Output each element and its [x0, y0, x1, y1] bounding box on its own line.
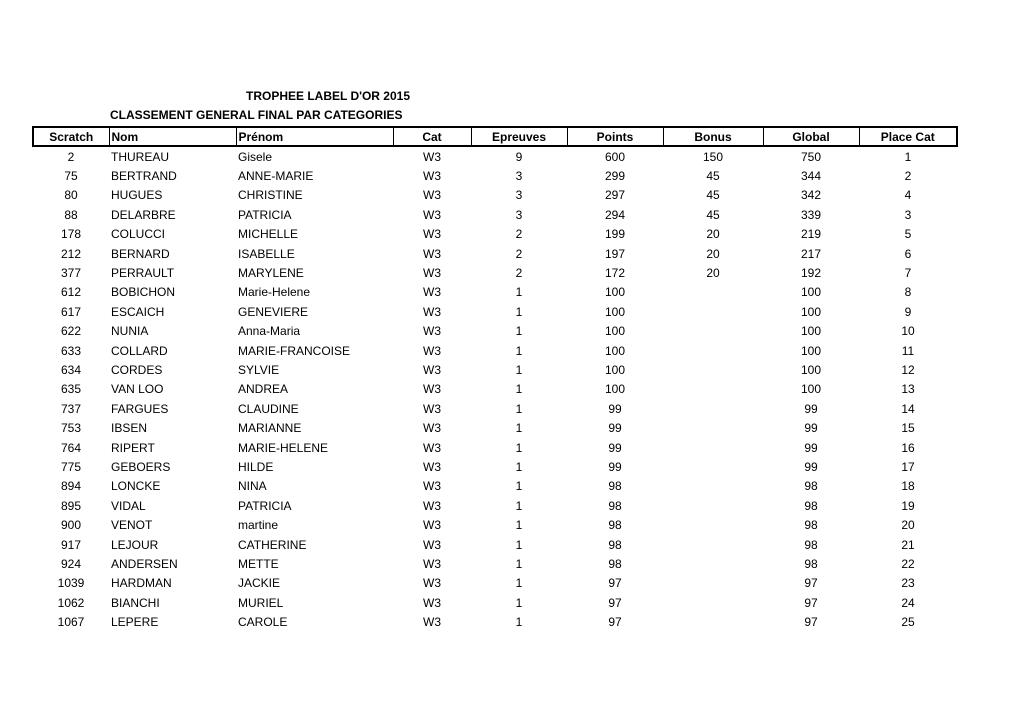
cell-global: 100	[800, 382, 822, 397]
cell-bonus	[663, 341, 763, 360]
cell-scratch: 737	[60, 401, 82, 416]
cell-nom: COLUCCI	[111, 227, 166, 242]
cell-prenom: MARIE-FRANCOISE	[238, 343, 351, 358]
cell-global: 100	[800, 324, 822, 339]
cell-place-cat: 11	[901, 343, 915, 358]
cell-bonus	[663, 574, 763, 593]
cell-global: 98	[804, 498, 818, 513]
cell-prenom: MARIANNE	[238, 421, 302, 436]
cell-nom: GEBOERS	[111, 459, 171, 474]
table-row	[33, 457, 957, 476]
cell-place-cat: 18	[901, 479, 915, 494]
cell-prenom: ANDREA	[238, 382, 289, 397]
cell-cat: W3	[423, 421, 441, 436]
cell-global: 99	[804, 401, 818, 416]
table-row	[33, 341, 957, 360]
cell-scratch: 900	[60, 518, 82, 533]
cell-scratch: 612	[60, 285, 82, 300]
cell-global: 98	[804, 479, 818, 494]
cell-cat: W3	[423, 537, 441, 552]
cell-points: 98	[608, 498, 622, 513]
cell-points: 197	[604, 246, 626, 261]
cell-points: 172	[604, 266, 626, 281]
table-row	[33, 574, 957, 593]
cell-global: 219	[800, 227, 822, 242]
cell-points: 98	[608, 537, 622, 552]
cell-points: 100	[604, 343, 626, 358]
cell-global: 98	[804, 537, 818, 552]
cell-epreuves: 3	[515, 188, 523, 203]
table-row	[33, 283, 957, 302]
cell-scratch: 1062	[57, 595, 85, 610]
cell-cat: W3	[423, 479, 441, 494]
cell-nom: IBSEN	[111, 421, 148, 436]
cell-place-cat: 3	[904, 207, 912, 222]
cell-scratch: 2	[67, 149, 75, 164]
header-epreuves: Epreuves	[471, 127, 567, 146]
cell-bonus	[663, 302, 763, 321]
cell-epreuves: 1	[515, 382, 523, 397]
header-row	[33, 127, 957, 146]
table-row	[33, 593, 957, 612]
cell-scratch: 1067	[57, 615, 85, 630]
cell-prenom: CATHERINE	[238, 537, 307, 552]
cell-bonus	[663, 418, 763, 437]
cell-nom: NUNIA	[111, 324, 149, 339]
table-row	[33, 380, 957, 399]
table-row	[33, 515, 957, 534]
cell-cat: W3	[423, 227, 441, 242]
cell-bonus	[663, 477, 763, 496]
cell-scratch: 753	[60, 421, 82, 436]
cell-nom: BIANCHI	[111, 595, 160, 610]
cell-scratch: 775	[60, 459, 82, 474]
cell-prenom: NINA	[238, 479, 267, 494]
cell-epreuves: 1	[515, 324, 523, 339]
cell-epreuves: 1	[515, 498, 523, 513]
cell-bonus: 20	[706, 227, 720, 242]
cell-epreuves: 1	[515, 401, 523, 416]
cell-epreuves: 1	[515, 537, 523, 552]
cell-scratch: 917	[60, 537, 82, 552]
cell-prenom: JACKIE	[238, 576, 281, 591]
cell-cat: W3	[423, 188, 441, 203]
cell-nom: PERRAULT	[111, 266, 175, 281]
document-title: TROPHEE LABEL D'OR 2015	[245, 89, 410, 103]
cell-nom: VIDAL	[111, 498, 146, 513]
cell-prenom: PATRICIA	[238, 498, 292, 513]
cell-nom: CORDES	[111, 362, 163, 377]
table-row	[33, 205, 957, 224]
cell-place-cat: 16	[901, 440, 915, 455]
cell-place-cat: 21	[901, 537, 915, 552]
cell-global: 100	[800, 285, 822, 300]
cell-global: 98	[804, 556, 818, 571]
cell-bonus	[663, 322, 763, 341]
cell-nom: HARDMAN	[111, 576, 172, 591]
cell-points: 99	[608, 421, 622, 436]
table-row	[33, 496, 957, 515]
cell-place-cat: 13	[901, 382, 915, 397]
cell-place-cat: 19	[901, 498, 915, 513]
cell-scratch: 88	[64, 207, 78, 222]
cell-bonus	[663, 438, 763, 457]
cell-points: 99	[608, 440, 622, 455]
cell-global: 342	[800, 188, 822, 203]
cell-points: 97	[608, 576, 622, 591]
cell-prenom: MURIEL	[238, 595, 284, 610]
cell-scratch: 377	[60, 266, 82, 281]
cell-bonus: 20	[706, 266, 720, 281]
cell-place-cat: 10	[901, 324, 915, 339]
table-row	[33, 418, 957, 437]
cell-epreuves: 2	[515, 266, 523, 281]
header-global: Global	[763, 127, 859, 146]
cell-place-cat: 2	[904, 169, 912, 184]
cell-points: 98	[608, 479, 622, 494]
table-row	[33, 146, 957, 166]
cell-cat: W3	[423, 207, 441, 222]
cell-cat: W3	[423, 615, 441, 630]
table-row	[33, 399, 957, 418]
cell-prenom: CHRISTINE	[238, 188, 303, 203]
cell-global: 100	[800, 304, 822, 319]
cell-points: 97	[608, 615, 622, 630]
cell-global: 99	[804, 421, 818, 436]
cell-global: 97	[804, 576, 818, 591]
cell-prenom: Marie-Helene	[238, 285, 311, 300]
header-scratch: Scratch	[33, 127, 109, 146]
cell-place-cat: 25	[901, 615, 915, 630]
header-bonus: Bonus	[663, 127, 763, 146]
cell-epreuves: 1	[515, 459, 523, 474]
cell-points: 294	[604, 207, 626, 222]
header-nom: Nom	[109, 127, 236, 146]
header-place-cat: Place Cat	[859, 127, 957, 146]
cell-nom: LEJOUR	[111, 537, 159, 552]
cell-global: 97	[804, 595, 818, 610]
cell-prenom: GENEVIERE	[238, 304, 309, 319]
table-row	[33, 554, 957, 573]
cell-nom: BERNARD	[111, 246, 170, 261]
cell-points: 100	[604, 382, 626, 397]
cell-prenom: SYLVIE	[238, 362, 280, 377]
cell-prenom: Gisele	[238, 149, 273, 164]
cell-place-cat: 4	[904, 188, 912, 203]
cell-points: 99	[608, 459, 622, 474]
cell-epreuves: 9	[515, 149, 523, 164]
cell-place-cat: 23	[901, 576, 915, 591]
cell-epreuves: 1	[515, 421, 523, 436]
cell-place-cat: 14	[901, 401, 915, 416]
header-points: Points	[567, 127, 663, 146]
cell-nom: LEPERE	[111, 615, 159, 630]
cell-epreuves: 1	[515, 440, 523, 455]
cell-bonus	[663, 515, 763, 534]
cell-scratch: 894	[60, 479, 82, 494]
cell-prenom: ISABELLE	[238, 246, 295, 261]
cell-place-cat: 20	[901, 518, 915, 533]
cell-place-cat: 12	[901, 362, 915, 377]
cell-points: 600	[604, 149, 626, 164]
cell-bonus	[663, 535, 763, 554]
cell-global: 99	[804, 440, 818, 455]
cell-scratch: 633	[60, 343, 82, 358]
table-row	[33, 322, 957, 341]
cell-cat: W3	[423, 498, 441, 513]
cell-bonus	[663, 399, 763, 418]
cell-global: 339	[800, 207, 822, 222]
cell-scratch: 178	[60, 227, 82, 242]
table-row	[33, 360, 957, 379]
cell-bonus: 150	[702, 149, 724, 164]
table-row	[33, 225, 957, 244]
cell-nom: DELARBRE	[111, 207, 176, 222]
cell-global: 344	[800, 169, 822, 184]
cell-points: 199	[604, 227, 626, 242]
cell-cat: W3	[423, 266, 441, 281]
cell-cat: W3	[423, 169, 441, 184]
cell-epreuves: 1	[515, 479, 523, 494]
header-prenom: Prénom	[236, 127, 393, 146]
cell-scratch: 1039	[57, 576, 85, 591]
cell-place-cat: 9	[904, 304, 912, 319]
cell-points: 100	[604, 304, 626, 319]
cell-bonus	[663, 554, 763, 573]
cell-scratch: 635	[60, 382, 82, 397]
table-row	[33, 263, 957, 282]
cell-points: 100	[604, 362, 626, 377]
cell-prenom: MARIE-HELENE	[238, 440, 329, 455]
cell-cat: W3	[423, 304, 441, 319]
table-row	[33, 302, 957, 321]
cell-bonus	[663, 380, 763, 399]
cell-nom: RIPERT	[111, 440, 155, 455]
cell-cat: W3	[423, 324, 441, 339]
cell-cat: W3	[423, 149, 441, 164]
cell-epreuves: 2	[515, 246, 523, 261]
cell-nom: FARGUES	[111, 401, 169, 416]
cell-prenom: MARYLENE	[238, 266, 304, 281]
cell-bonus	[663, 496, 763, 515]
table-row	[33, 244, 957, 263]
cell-global: 99	[804, 459, 818, 474]
cell-bonus	[663, 360, 763, 379]
table-row	[33, 186, 957, 205]
cell-cat: W3	[423, 401, 441, 416]
table-row	[33, 477, 957, 496]
cell-nom: COLLARD	[111, 343, 168, 358]
cell-cat: W3	[423, 382, 441, 397]
cell-points: 100	[604, 285, 626, 300]
cell-prenom: PATRICIA	[238, 207, 292, 222]
cell-place-cat: 5	[904, 227, 912, 242]
cell-cat: W3	[423, 362, 441, 377]
cell-points: 299	[604, 169, 626, 184]
cell-nom: BOBICHON	[111, 285, 176, 300]
cell-place-cat: 1	[904, 149, 912, 164]
cell-cat: W3	[423, 595, 441, 610]
cell-bonus	[663, 593, 763, 612]
cell-nom: ANDERSEN	[111, 556, 178, 571]
cell-nom: VENOT	[111, 518, 153, 533]
cell-nom: VAN LOO	[111, 382, 164, 397]
cell-place-cat: 17	[901, 459, 915, 474]
cell-epreuves: 1	[515, 615, 523, 630]
cell-epreuves: 1	[515, 595, 523, 610]
cell-prenom: METTE	[238, 556, 279, 571]
cell-nom: HUGUES	[111, 188, 163, 203]
cell-global: 100	[800, 343, 822, 358]
cell-epreuves: 1	[515, 343, 523, 358]
cell-cat: W3	[423, 246, 441, 261]
cell-place-cat: 24	[901, 595, 915, 610]
cell-global: 97	[804, 615, 818, 630]
cell-prenom: CLAUDINE	[238, 401, 299, 416]
cell-points: 100	[604, 324, 626, 339]
cell-points: 98	[608, 556, 622, 571]
cell-bonus	[663, 457, 763, 476]
cell-prenom: Anna-Maria	[238, 324, 301, 339]
cell-cat: W3	[423, 576, 441, 591]
cell-prenom: MICHELLE	[238, 227, 299, 242]
cell-epreuves: 2	[515, 227, 523, 242]
cell-nom: ESCAICH	[111, 304, 165, 319]
cell-points: 97	[608, 595, 622, 610]
cell-points: 99	[608, 401, 622, 416]
cell-global: 750	[800, 149, 822, 164]
cell-bonus: 45	[706, 169, 720, 184]
cell-place-cat: 22	[901, 556, 915, 571]
cell-scratch: 764	[60, 440, 82, 455]
cell-bonus	[663, 283, 763, 302]
cell-place-cat: 8	[904, 285, 912, 300]
cell-epreuves: 1	[515, 362, 523, 377]
cell-cat: W3	[423, 285, 441, 300]
cell-scratch: 617	[60, 304, 82, 319]
cell-scratch: 622	[60, 324, 82, 339]
cell-scratch: 895	[60, 498, 82, 513]
table-row	[33, 535, 957, 554]
header-cat: Cat	[393, 127, 471, 146]
cell-epreuves: 3	[515, 169, 523, 184]
cell-epreuves: 1	[515, 285, 523, 300]
cell-place-cat: 15	[901, 421, 915, 436]
cell-global: 192	[800, 266, 822, 281]
cell-nom: THUREAU	[111, 149, 170, 164]
cell-cat: W3	[423, 459, 441, 474]
cell-scratch: 924	[60, 556, 82, 571]
cell-epreuves: 1	[515, 576, 523, 591]
document-subtitle: CLASSEMENT GENERAL FINAL PAR CATEGORIES	[110, 108, 403, 122]
cell-global: 100	[800, 362, 822, 377]
cell-cat: W3	[423, 556, 441, 571]
cell-prenom: HILDE	[238, 459, 274, 474]
table-row	[33, 166, 957, 185]
cell-place-cat: 6	[904, 246, 912, 261]
cell-bonus: 45	[706, 207, 720, 222]
cell-epreuves: 3	[515, 207, 523, 222]
cell-cat: W3	[423, 343, 441, 358]
cell-global: 217	[800, 246, 822, 261]
table-row	[33, 438, 957, 457]
cell-prenom: CAROLE	[238, 615, 288, 630]
results-body	[33, 146, 957, 632]
cell-prenom: martine	[238, 518, 279, 533]
cell-cat: W3	[423, 440, 441, 455]
cell-global: 98	[804, 518, 818, 533]
cell-nom: BERTRAND	[111, 169, 177, 184]
cell-scratch: 634	[60, 362, 82, 377]
cell-epreuves: 1	[515, 518, 523, 533]
cell-scratch: 75	[64, 169, 78, 184]
cell-bonus	[663, 612, 763, 631]
cell-epreuves: 1	[515, 304, 523, 319]
cell-cat: W3	[423, 518, 441, 533]
cell-scratch: 80	[64, 188, 78, 203]
cell-epreuves: 1	[515, 556, 523, 571]
cell-bonus: 20	[706, 246, 720, 261]
cell-points: 297	[604, 188, 626, 203]
cell-nom: LONCKE	[111, 479, 161, 494]
cell-scratch: 212	[60, 246, 82, 261]
cell-bonus: 45	[706, 188, 720, 203]
cell-prenom: ANNE-MARIE	[238, 169, 314, 184]
cell-place-cat: 7	[904, 266, 912, 281]
cell-points: 98	[608, 518, 622, 533]
table-row	[33, 612, 957, 631]
results-table	[32, 126, 958, 632]
